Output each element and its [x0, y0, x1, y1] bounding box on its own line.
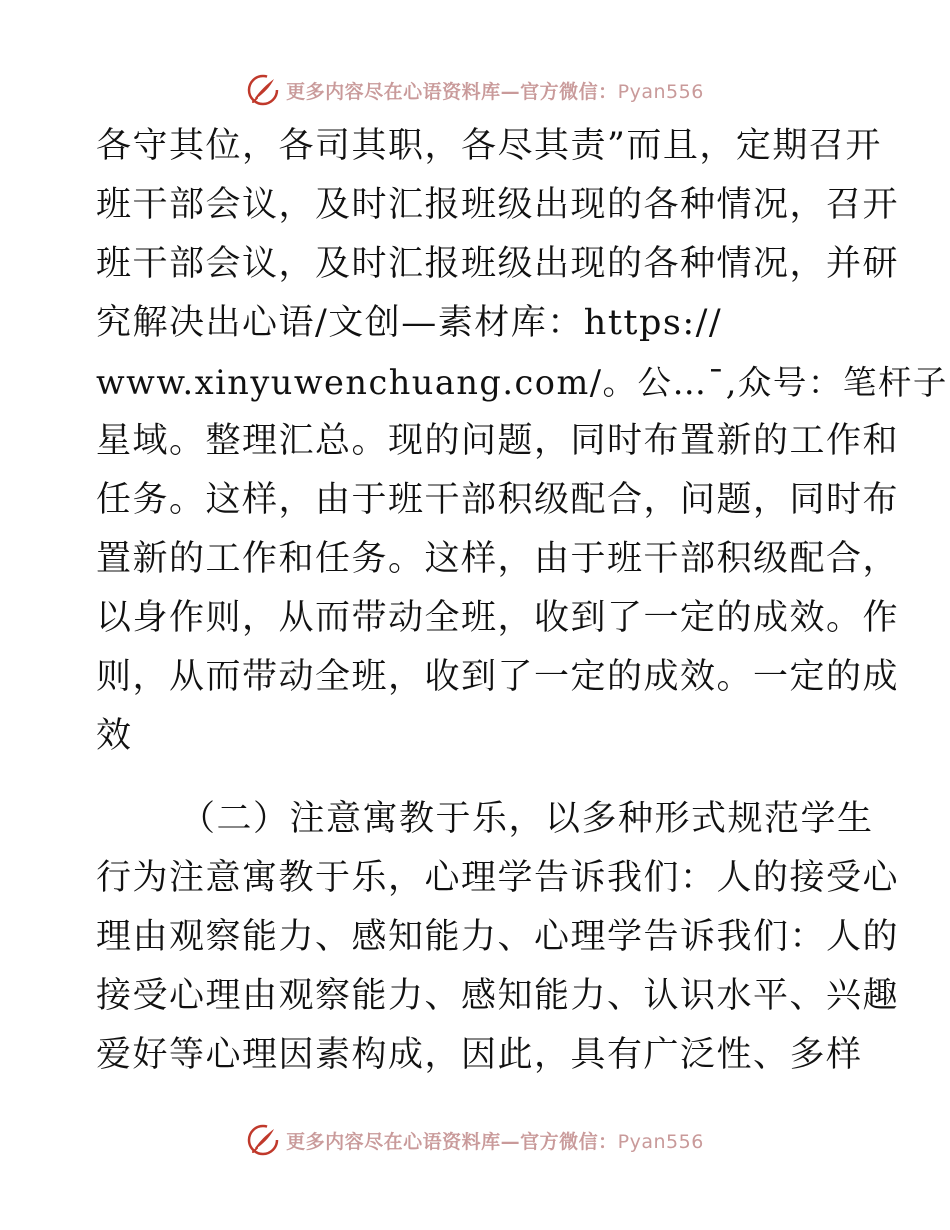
text-line-section-heading: （二）注意寓教于乐，以多种形式规范学生	[180, 799, 874, 839]
feather-pen-logo-icon	[246, 73, 280, 107]
text-line: 班干部会议，及时汇报班级出现的各种情况，并研	[96, 244, 900, 284]
text-line: 星域。整理汇总。现的问题，同时布置新的工作和	[96, 421, 900, 461]
text-line: www.xinyuwenchuang.com/。公…¯,众号：笔杆子	[96, 363, 948, 402]
footer-watermark	[0, 1120, 950, 1160]
text-line: 爱好等心理因素构成，因此，具有广泛性、多样	[96, 1035, 863, 1075]
document-body	[96, 117, 948, 1085]
header-watermark-handle: Pyan556	[617, 80, 704, 103]
feather-pen-logo-icon	[246, 1123, 280, 1157]
text-line: 以身作则，从而带动全班，收到了一定的成效。作	[96, 598, 900, 638]
text-line: 任务。这样，由于班干部积级配合，问题，同时布	[96, 480, 900, 520]
text-line: 班干部会议，及时汇报班级出现的各种情况，召开	[96, 185, 900, 225]
paragraph-1	[96, 117, 948, 766]
text-line: 则，从而带动全班，收到了一定的成效。一定的成	[96, 657, 900, 697]
header-watermark-text: 更多内容尽在心语资料库—官方微信：Pyan556	[286, 80, 704, 103]
text-line: 理由观察能力、感知能力、心理学告诉我们：人的	[96, 917, 900, 957]
text-line: 置新的工作和任务。这样，由于班干部积级配合，	[96, 539, 900, 579]
text-line: 行为注意寓教于乐，心理学告诉我们：人的接受心	[96, 858, 900, 898]
text-line: 接受心理由观察能力、感知能力、认识水平、兴趣	[96, 976, 900, 1016]
footer-watermark-text: 更多内容尽在心语资料库—官方微信：Pyan556	[286, 1130, 704, 1153]
header-watermark	[0, 70, 950, 110]
footer-watermark-handle: Pyan556	[617, 1130, 704, 1153]
text-line: 究解决出心语/文创—素材库：https://	[96, 303, 723, 343]
text-line: 效	[96, 716, 133, 756]
paragraph-2	[96, 790, 900, 1085]
text-line: 各守其位，各司其职，各尽其责”而且，定期召开	[96, 126, 882, 166]
